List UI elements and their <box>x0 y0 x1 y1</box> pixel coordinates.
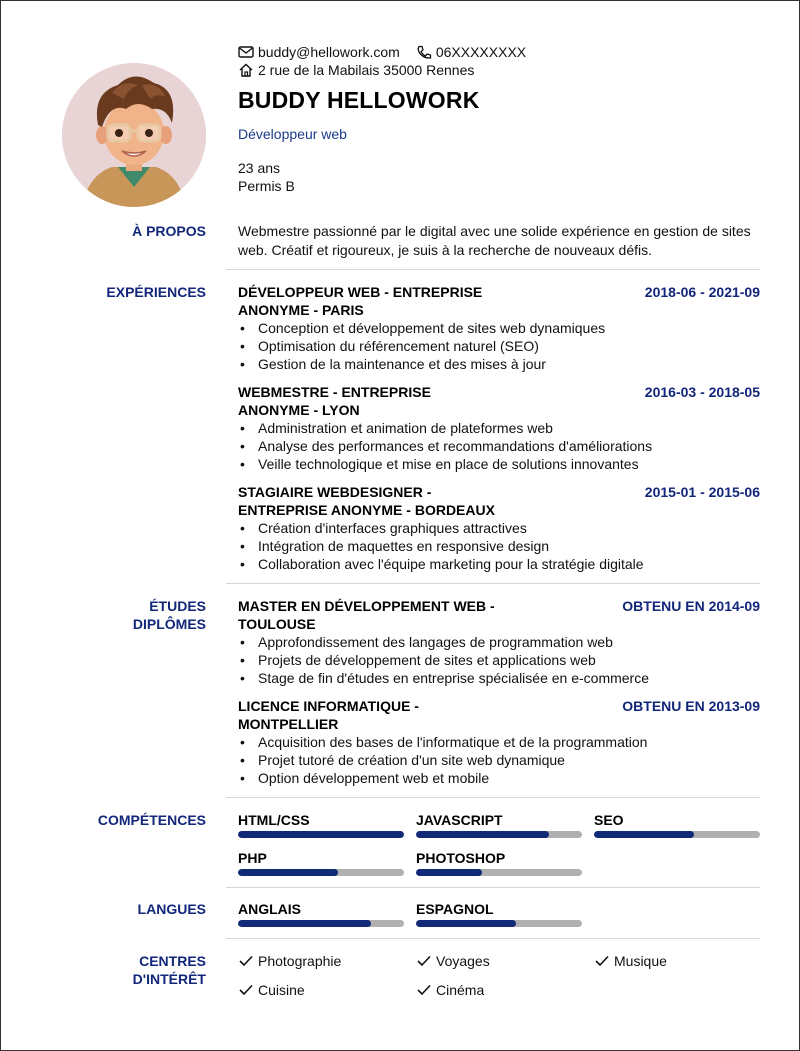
section-label-languages: LANGUES <box>137 901 206 917</box>
entry-title: LICENCE INFORMATIQUE - <box>238 698 419 714</box>
entry-title: WEBMESTRE - ENTREPRISE <box>238 384 431 400</box>
skill-bar-fill <box>416 831 549 838</box>
divider <box>226 269 760 270</box>
section-label-line: ÉTUDES <box>149 598 206 614</box>
skill-bar-fill <box>416 869 482 876</box>
skill-name: HTML/CSS <box>238 812 310 828</box>
skill-bar <box>238 831 404 838</box>
experience-entry <box>238 283 760 373</box>
entry-date: OBTENU EN 2014-09 <box>622 598 760 614</box>
skill-name: SEO <box>594 812 624 828</box>
entry-date: 2016-03 - 2018-05 <box>644 384 760 400</box>
skill-item <box>594 812 760 838</box>
divider <box>226 583 760 584</box>
bullet-item: • Projet tutoré de création d'un site web dynamique <box>238 751 760 769</box>
interest-item <box>238 952 341 970</box>
skill-bar <box>594 831 760 838</box>
bullet-item: • Analyse des performances et recommandations d'améliorations <box>238 437 760 455</box>
skill-item <box>416 850 582 876</box>
section-label-interests <box>56 952 206 988</box>
avatar <box>62 63 206 207</box>
section-label-education <box>56 597 206 633</box>
skill-name: JAVASCRIPT <box>416 812 503 828</box>
checkmark-icon <box>416 954 432 968</box>
phone-icon <box>416 45 432 59</box>
interest-item <box>416 981 484 999</box>
bullet-item: • Projets de développement de sites et applications web <box>238 651 760 669</box>
checkmark-icon <box>238 983 254 997</box>
interest-label: Photographie <box>258 953 342 969</box>
entry-bullets <box>238 319 760 373</box>
skill-bar <box>416 831 582 838</box>
bullet-item: • Gestion de la maintenance et des mises à jour <box>238 355 760 373</box>
interest-item <box>594 952 667 970</box>
section-label-line: D'INTÉRÊT <box>132 971 206 987</box>
entry-subtitle: ENTREPRISE ANONYME - BORDEAUX <box>238 502 495 518</box>
skill-name: PHP <box>238 850 267 866</box>
bullet-item: • Approfondissement des langages de programmation web <box>238 633 760 651</box>
contact-phone[interactable]: 06XXXXXXXX <box>435 44 527 60</box>
interest-label: Musique <box>614 953 667 969</box>
skill-bar-fill <box>594 831 694 838</box>
interest-label: Voyages <box>436 953 490 969</box>
skill-bar-fill <box>238 831 404 838</box>
bullet-item: • Conception et développement de sites web dynamiques <box>238 319 760 337</box>
bullet-item: • Veille technologique et mise en place de solutions innovantes <box>238 455 760 473</box>
section-label-experiences: EXPÉRIENCES <box>106 284 206 300</box>
interest-item <box>238 981 305 999</box>
bullet-item: • Option développement web et mobile <box>238 769 760 787</box>
contact-address: 2 rue de la Mabilais 35000 Rennes <box>258 62 475 78</box>
entry-subtitle: ANONYME - LYON <box>238 402 360 418</box>
section-label-about: À PROPOS <box>132 223 206 239</box>
bullet-item: • Administration et animation de plateformes web <box>238 419 760 437</box>
skill-bar <box>416 869 582 876</box>
envelope-icon <box>238 45 254 59</box>
home-icon <box>238 63 254 77</box>
entry-bullets <box>238 633 760 687</box>
entry-title: DÉVELOPPEUR WEB - ENTREPRISE <box>238 284 483 300</box>
entry-date: OBTENU EN 2013-09 <box>622 698 760 714</box>
language-name: ANGLAIS <box>238 901 301 917</box>
candidate-name: BUDDY HELLOWORK <box>238 87 480 113</box>
skill-item <box>238 850 404 876</box>
language-item <box>238 901 404 927</box>
checkmark-icon <box>594 954 610 968</box>
skill-item <box>416 812 582 838</box>
contact-email[interactable]: buddy@hellowork.com <box>258 44 400 60</box>
section-label-line: DIPLÔMES <box>132 616 206 632</box>
age: 23 ans <box>238 160 281 176</box>
divider <box>226 938 760 939</box>
entry-subtitle: MONTPELLIER <box>238 716 339 732</box>
entry-title: STAGIAIRE WEBDESIGNER - <box>238 484 432 500</box>
personal-info <box>238 159 295 195</box>
bullet-item: • Création d'interfaces graphiques attractives <box>238 519 760 537</box>
checkmark-icon <box>416 983 432 997</box>
entry-subtitle: ANONYME - PARIS <box>238 302 364 318</box>
language-bar-fill <box>238 920 371 927</box>
divider <box>226 797 760 798</box>
language-item <box>416 901 582 927</box>
section-label-skills: COMPÉTENCES <box>97 812 206 828</box>
skill-bar <box>238 869 404 876</box>
bullet-item: • Stage de fin d'études en entreprise spécialisée en e-commerce <box>238 669 760 687</box>
experience-entry <box>238 483 760 573</box>
skill-item <box>238 812 404 838</box>
entry-date: 2018-06 - 2021-09 <box>644 284 760 300</box>
bullet-item: • Intégration de maquettes en responsive design <box>238 537 760 555</box>
entry-bullets <box>238 733 760 787</box>
language-name: ESPAGNOL <box>416 901 494 917</box>
entry-title: MASTER EN DÉVELOPPEMENT WEB - <box>238 598 495 614</box>
entry-bullets <box>238 519 760 573</box>
job-title: Développeur web <box>238 126 347 142</box>
education-entry <box>238 597 760 687</box>
entry-bullets <box>238 419 760 473</box>
interest-label: Cinéma <box>436 982 485 998</box>
bullet-item: • Collaboration avec l'équipe marketing pour la stratégie digitale <box>238 555 760 573</box>
skill-name: PHOTOSHOP <box>416 850 506 866</box>
entry-date: 2015-01 - 2015-06 <box>644 484 760 500</box>
skill-bar-fill <box>238 869 338 876</box>
language-bar-fill <box>416 920 516 927</box>
section-label-line: CENTRES <box>139 953 206 969</box>
about-text: Webmestre passionné par le digital avec une solide expérience en gestion de sites web. Créatif et rigoureux, je suis à la recherche de nouveaux défis. <box>238 223 751 258</box>
experience-entry <box>238 383 760 473</box>
bullet-item: • Optimisation du référencement naturel (SEO) <box>238 337 760 355</box>
education-entry <box>238 697 760 787</box>
bullet-item: • Acquisition des bases de l'informatique et de la programmation <box>238 733 760 751</box>
interest-item <box>416 952 490 970</box>
entry-subtitle: TOULOUSE <box>238 616 316 632</box>
contact-block <box>238 43 526 79</box>
interest-label: Cuisine <box>258 982 305 998</box>
checkmark-icon <box>238 954 254 968</box>
driving-license: Permis B <box>238 178 295 194</box>
divider <box>226 887 760 888</box>
language-bar <box>416 920 582 927</box>
language-bar <box>238 920 404 927</box>
